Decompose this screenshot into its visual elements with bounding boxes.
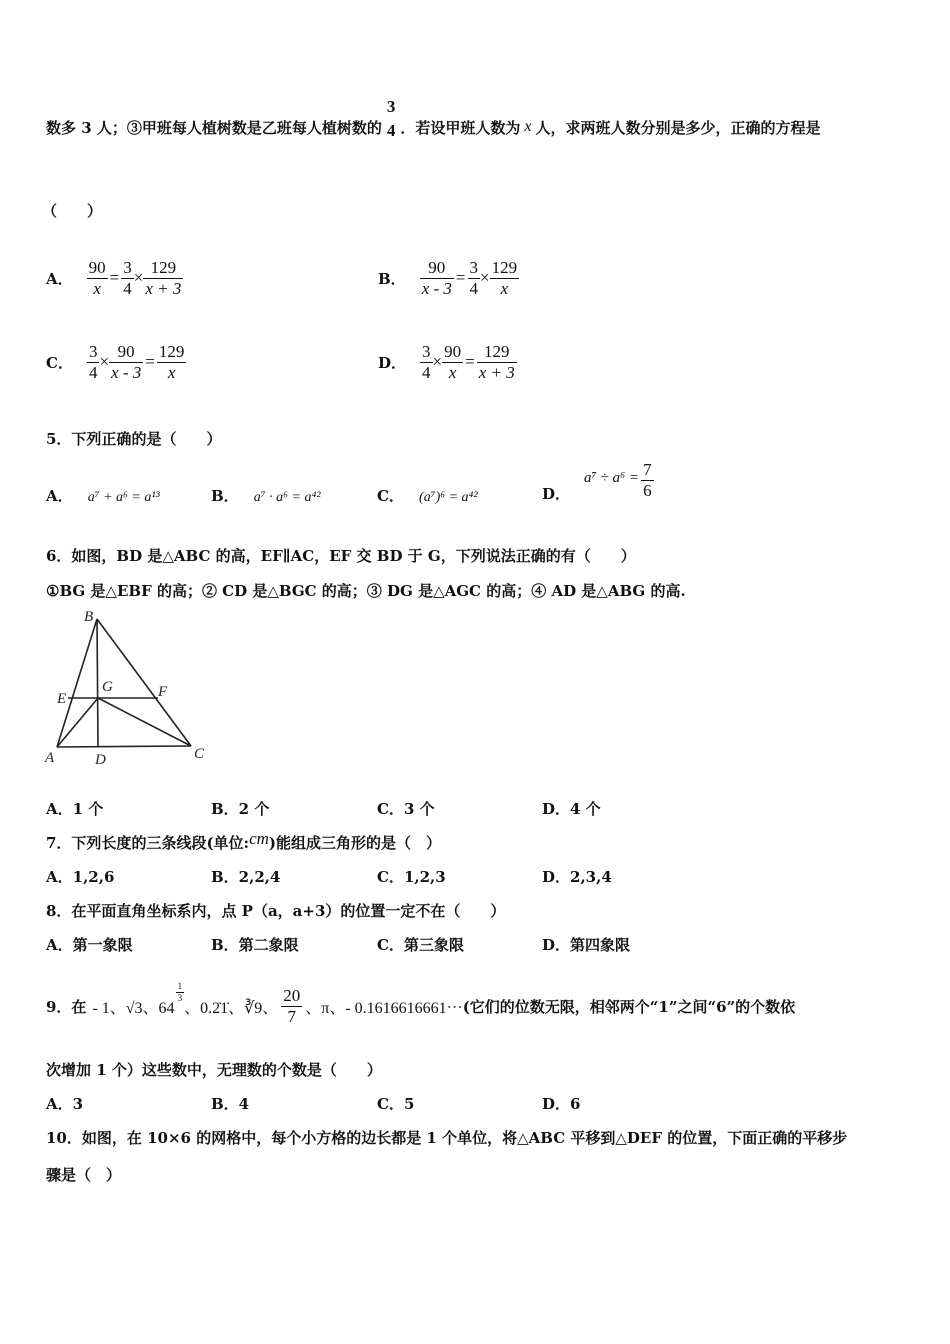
- label-e: E: [57, 691, 67, 707]
- q9-numbers-c: 、π、- 0.1616616661⋯: [305, 999, 463, 1017]
- q4-a-times: ×: [133, 268, 144, 288]
- q6-option-b[interactable]: B．2 个: [211, 800, 270, 818]
- q4-option-a[interactable]: [46, 258, 183, 298]
- q8-option-b[interactable]: B．第二象限: [211, 936, 299, 954]
- q9-frac-20-7: $\frac{20}{7}$: [283, 985, 301, 1026]
- q5-option-a-label: A．: [46, 487, 73, 505]
- q4-var-x: x: [524, 118, 532, 135]
- q4-c-frac3: $\frac{129}{x}$: [158, 342, 185, 382]
- q4-d-eq: =: [465, 352, 475, 372]
- q6-option-a[interactable]: A．1 个: [46, 800, 104, 818]
- q4-c-frac2: $\frac{90}{x - 3}$: [111, 342, 142, 382]
- q7-stem-b: )能组成三角形的是（ ）: [268, 834, 442, 852]
- q9-exponent: $\frac{1}{3}$: [177, 981, 183, 1003]
- q4-d-frac1: $\frac{3}{4}$: [422, 342, 431, 382]
- q6-option-d[interactable]: D．4 个: [542, 800, 601, 818]
- q7-option-c[interactable]: C．1,2,3: [377, 868, 446, 886]
- q4-c-frac1: $\frac{3}{4}$: [88, 342, 98, 382]
- q8-stem: 8．在平面直角坐标系内，点 P（a，a+3）的位置一定不在（ ）: [46, 902, 506, 920]
- q4-b-frac2: $\frac{3}{4}$: [469, 258, 478, 298]
- q9-numbers-b: 、0.2̇1̇、∛9、: [184, 999, 279, 1017]
- q4-stem-part-c: 人，求两班人数分别是多少，正确的方程是: [535, 118, 821, 137]
- q6-figure: [40, 606, 215, 771]
- q8-option-c[interactable]: C．第三象限: [377, 936, 464, 954]
- q4-b-frac1: $\frac{90}{x - 3}$: [421, 258, 452, 298]
- q5-option-a-expr: a⁷ + a⁶ = a¹³: [87, 490, 160, 505]
- q4-b-eq: =: [455, 268, 466, 288]
- seg-ac: [57, 746, 191, 747]
- q5-option-b[interactable]: [211, 485, 321, 506]
- q4-d-frac2: $\frac{90}{x}$: [444, 342, 462, 382]
- label-b: B: [84, 609, 94, 625]
- q7-option-b[interactable]: B．2,2,4: [211, 868, 281, 886]
- seg-bd: [97, 619, 98, 747]
- label-d: D: [95, 752, 106, 768]
- q4-d-frac3: $\frac{129}{x + 3}$: [478, 342, 515, 382]
- q7-stem-a: 7．下列长度的三条线段(单位:: [46, 834, 250, 852]
- q4-option-b-label: B．: [378, 269, 406, 288]
- q7-stem: [46, 829, 442, 853]
- q6-stem: 6．如图，BD 是△ABC 的高，EF∥AC，EF 交 BD 于 G，下列说法正确的有（ ）: [46, 547, 636, 565]
- label-a: A: [45, 750, 55, 766]
- q9-stem-suffix: (它们的位数无限，相邻两个“1”之间“6”的个数依: [462, 997, 796, 1016]
- q8-option-a[interactable]: A．第一象限: [46, 936, 133, 954]
- q10-stem-line2: 骤是（ ）: [46, 1166, 122, 1184]
- q5-option-d-expr: a⁷ ÷ a⁶ =: [584, 469, 640, 486]
- q4-b-times: ×: [480, 268, 490, 288]
- q4-c-times: ×: [99, 352, 110, 372]
- seg-gc: [98, 698, 191, 746]
- q9-stem: [46, 972, 795, 1040]
- q9-option-c[interactable]: C．5: [377, 1095, 415, 1113]
- q7-option-a[interactable]: A．1,2,6: [46, 868, 115, 886]
- q4-option-d[interactable]: [378, 342, 517, 382]
- q9-stem-line2: 次增加 1 个）这些数中，无理数的个数是（ ）: [46, 1061, 382, 1079]
- q4-a-eq: =: [109, 268, 120, 288]
- q8-option-d[interactable]: D．第四象限: [542, 936, 631, 954]
- q4-a-frac2: $\frac{3}{4}$: [123, 258, 132, 298]
- q5-option-a[interactable]: [46, 485, 160, 506]
- q4-d-times: ×: [432, 352, 443, 372]
- q4-paren: （ ）: [42, 202, 103, 220]
- q5-option-c-expr: (a⁷)⁶ = a⁴²: [419, 490, 478, 505]
- q4-a-frac3: $\frac{129}{x + 3}$: [145, 258, 182, 298]
- q4-option-c[interactable]: [46, 342, 186, 382]
- label-c: C: [194, 746, 205, 762]
- q4-frac-num: 3: [386, 97, 396, 117]
- q4-stem-part-b: ．若设甲班人数为: [400, 118, 521, 137]
- q4-stem-line1: [46, 97, 821, 152]
- q5-option-c[interactable]: [377, 485, 478, 506]
- q9-option-b[interactable]: B．4: [211, 1095, 250, 1113]
- q5-option-d-label: D．: [542, 484, 571, 503]
- q5-d-frac: $\frac{7}{6}$: [643, 460, 652, 500]
- q9-stem-prefix: 9．在: [46, 997, 87, 1016]
- q6-statements: ①BG 是△EBF 的高；② CD 是△BGC 的高；③ DG 是△AGC 的高；④ AD 是△ABG 的高.: [46, 582, 686, 600]
- q4-b-frac3: $\frac{129}{x}$: [491, 258, 518, 298]
- q6-option-c[interactable]: C．3 个: [377, 800, 435, 818]
- q4-frac-den: 4: [386, 121, 396, 140]
- q5-option-b-label: B．: [211, 487, 239, 505]
- q10-stem-line1: 10．如图，在 10×6 的网格中，每个小方格的边长都是 1 个单位，将△ABC 平移到△DEF 的位置，下面正确的平移步: [46, 1129, 848, 1147]
- label-f: F: [158, 684, 168, 700]
- q4-option-b[interactable]: [378, 258, 519, 298]
- label-g: G: [102, 679, 113, 695]
- q4-option-d-label: D．: [378, 353, 407, 372]
- q5-stem: 5．下列正确的是（ ）: [46, 430, 222, 448]
- q5-option-c-label: C．: [377, 487, 404, 505]
- q4-c-eq: =: [145, 352, 155, 372]
- seg-ab: [57, 619, 97, 747]
- q9-numbers-a: - 1、√3、64: [92, 999, 175, 1017]
- q4-stem-part-a: 数多 3 人；③甲班每人植树数是乙班每人植树数的: [46, 118, 382, 137]
- q9-option-d[interactable]: D．6: [542, 1095, 581, 1113]
- q7-option-d[interactable]: D．2,3,4: [542, 868, 612, 886]
- q4-option-c-label: C．: [46, 353, 73, 372]
- q5-option-d[interactable]: [542, 460, 654, 503]
- q4-a-frac1: $\frac{90}{x}$: [88, 258, 106, 298]
- q4-fraction-three-quarters: [385, 97, 398, 140]
- q7-unit: cm: [249, 829, 269, 848]
- q4-option-a-label: A．: [46, 269, 73, 288]
- q9-option-a[interactable]: A．3: [46, 1095, 84, 1113]
- q5-option-b-expr: a⁷ · a⁶ = a⁴²: [253, 490, 321, 505]
